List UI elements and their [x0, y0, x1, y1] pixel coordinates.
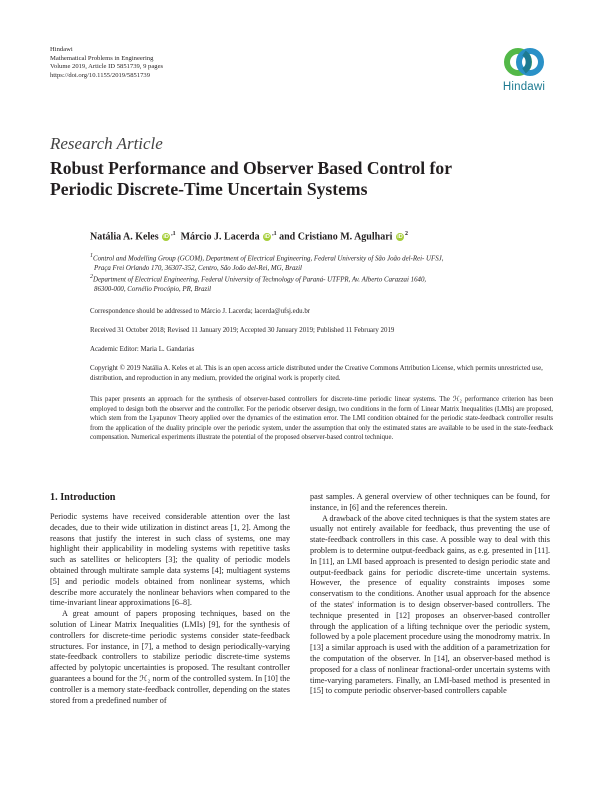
copyright-notice: Copyright © 2019 Natália A. Keles et al. This is an open access article distributed under the Creative Commons Attribution License, which permits unrestricted use, distribution, and reproduction in any medium, provided the original work is properly cited.	[90, 365, 543, 382]
orcid-icon[interactable]: iD	[397, 234, 403, 241]
affiliation-text: 86300-000, Cornélio Procópio, PR, Brazil	[94, 286, 212, 294]
volume-line: Volume 2019, Article ID 5851739, 9 pages	[50, 63, 164, 71]
affiliation-marker: 1	[90, 253, 93, 259]
affiliation-text: Praça Frei Orlando 170, 36307-352, Centro, São João del-Rei, MG, Brazil	[94, 264, 302, 272]
doi-link[interactable]: https://doi.org/10.1155/2019/5851739	[50, 71, 151, 79]
correspondence: Correspondence should be addressed to Márcio J. Lacerda; lacerda@ufsj.edu.br	[90, 308, 311, 315]
orcid-icon[interactable]: iD	[163, 234, 169, 241]
publisher-logo	[494, 44, 554, 108]
abstract: This paper presents an approach for the synthesis of observer-based controllers for discrete-time periodic linear systems. The ℋ₂ performance criterion has been employed to design both the observer and the controller. For the periodic observer design, two conditions in the form of Linear Matrix Inequalities (LMIs) are proposed, which stem from the Lyapunov Theory applied over the dynamics of the estimation error. The LMI condition obtained for the periodic state-feedback controller results from the application of the duality principle over the periodic system, under the assumption that only the estimated states are available to be used in the state-feedback compensation. Numerical experiments illustrate the potential of the proposed observer-based control technique.	[90, 396, 553, 442]
hindawi-logo-icon	[502, 44, 546, 80]
affiliation-1	[90, 252, 560, 264]
affiliation-2	[90, 273, 560, 285]
section-heading: 1. Introduction	[50, 492, 116, 503]
affiliations	[90, 252, 560, 295]
author-affil: ,1	[272, 231, 277, 237]
author-name[interactable]: Cristiano M. Agulhari	[297, 231, 393, 243]
paragraph: A drawback of the above cited techniques is that the system states are usually not entirely available for feedback, thus preventing the use of state-feedback controllers in this case. A possible way to deal with this problem is to determine output-feedback gains, as e.g. presented in [11]. In [11], an LMI based approach is presented to design periodic state and output-feedback gains for periodic discrete-time uncertain systems. However, the presence of equality constraints imposes some conservatism to the conditions. Another usual approach for the absence of the states' information is to design observer-based controllers. The technique presented in [12] proposes an observer-based controller through the application of a lifting technique over the periodic system, followed by a pole placement procedure using the monodromy matrix. In [13] a similar approach is used with the addition of a parametrization for the computation of the observer. In [14], an observer-based method is proposed for a class of nonlinear fractional-order uncertain systems with time-varying parameters. Finally, an LMI-based method is presented in [15] to compute periodic observer-based controllers capable	[310, 513, 550, 696]
authors-and: and	[279, 231, 296, 243]
body-column-right	[310, 492, 550, 697]
paragraph: past samples. A general overview of other techniques can be found, for instance, in [6] and the references therein.	[310, 492, 550, 512]
paragraph: Periodic systems have received considerable attention over the last decades, due to their wide utilization in distinct areas [1, 2]. Among the reasons that justify the interest in such class of systems, one may highlight their applicability in modeling systems with repetitive tasks such as satellites or helicopters [3]; the quality of periodic models obtained through multirate sample data systems [4]; multiagent systems [5] and periodic models obtained from nonlinear systems, which describe more accurately the nonlinear behaviors when compared to the time-invariant linear approximations [6–8].	[50, 512, 290, 608]
affiliation-text: Control and Modelling Group (GCOM), Department of Electrical Engineering, Federal University of São João del-Rei- UFSJ,	[93, 255, 444, 263]
author-name[interactable]: Márcio J. Lacerda	[180, 231, 260, 243]
journal-info	[50, 46, 163, 80]
academic-editor: Academic Editor: Maria L. Gandarias	[90, 346, 195, 353]
orcid-icon[interactable]: iD	[264, 234, 270, 241]
publication-dates: Received 31 October 2018; Revised 11 January 2019; Accepted 30 January 2019; Published 11 February 2019	[90, 327, 395, 334]
affiliation-text: Department of Electrical Engineering, Federal University of Technology of Paraná- UTFPR, Av. Alberto Carazzai 1640,	[93, 276, 427, 284]
article-type: Research Article	[50, 134, 163, 153]
title-line-1: Robust Performance and Observer Based Control for	[50, 158, 453, 178]
publisher-name: Hindawi	[50, 46, 73, 53]
title-line-2: Periodic Discrete-Time Uncertain Systems	[50, 178, 368, 199]
logo-wordmark: Hindawi	[502, 81, 546, 93]
paragraph: A great amount of papers proposing techniques, based on the solution of Linear Matrix Inequalities (LMIs) [9], for the synthesis of controllers for discrete-time periodic systems consider state-feedback structures. For instance, in [7], a method to design periodically-varying state-feedback controllers to stabilize periodic discrete-time systems affected by polytopic uncertainties is proposed. The resultant controller guarantees a bound for the ℋ₂ norm of the controlled system. In [10] the controller is a memory state-feedback controller, depending on the states stored from a predefined number of	[50, 609, 290, 705]
author-affil: 2	[404, 231, 408, 237]
body-column-left	[50, 512, 290, 706]
author-affil: ,1	[171, 231, 176, 237]
paper-title	[50, 158, 520, 199]
affiliation-marker: 2	[90, 274, 93, 281]
journal-name: Mathematical Problems in Engineering	[50, 54, 154, 62]
author-name[interactable]: Natália A. Keles	[90, 231, 159, 243]
author-list	[90, 231, 408, 242]
